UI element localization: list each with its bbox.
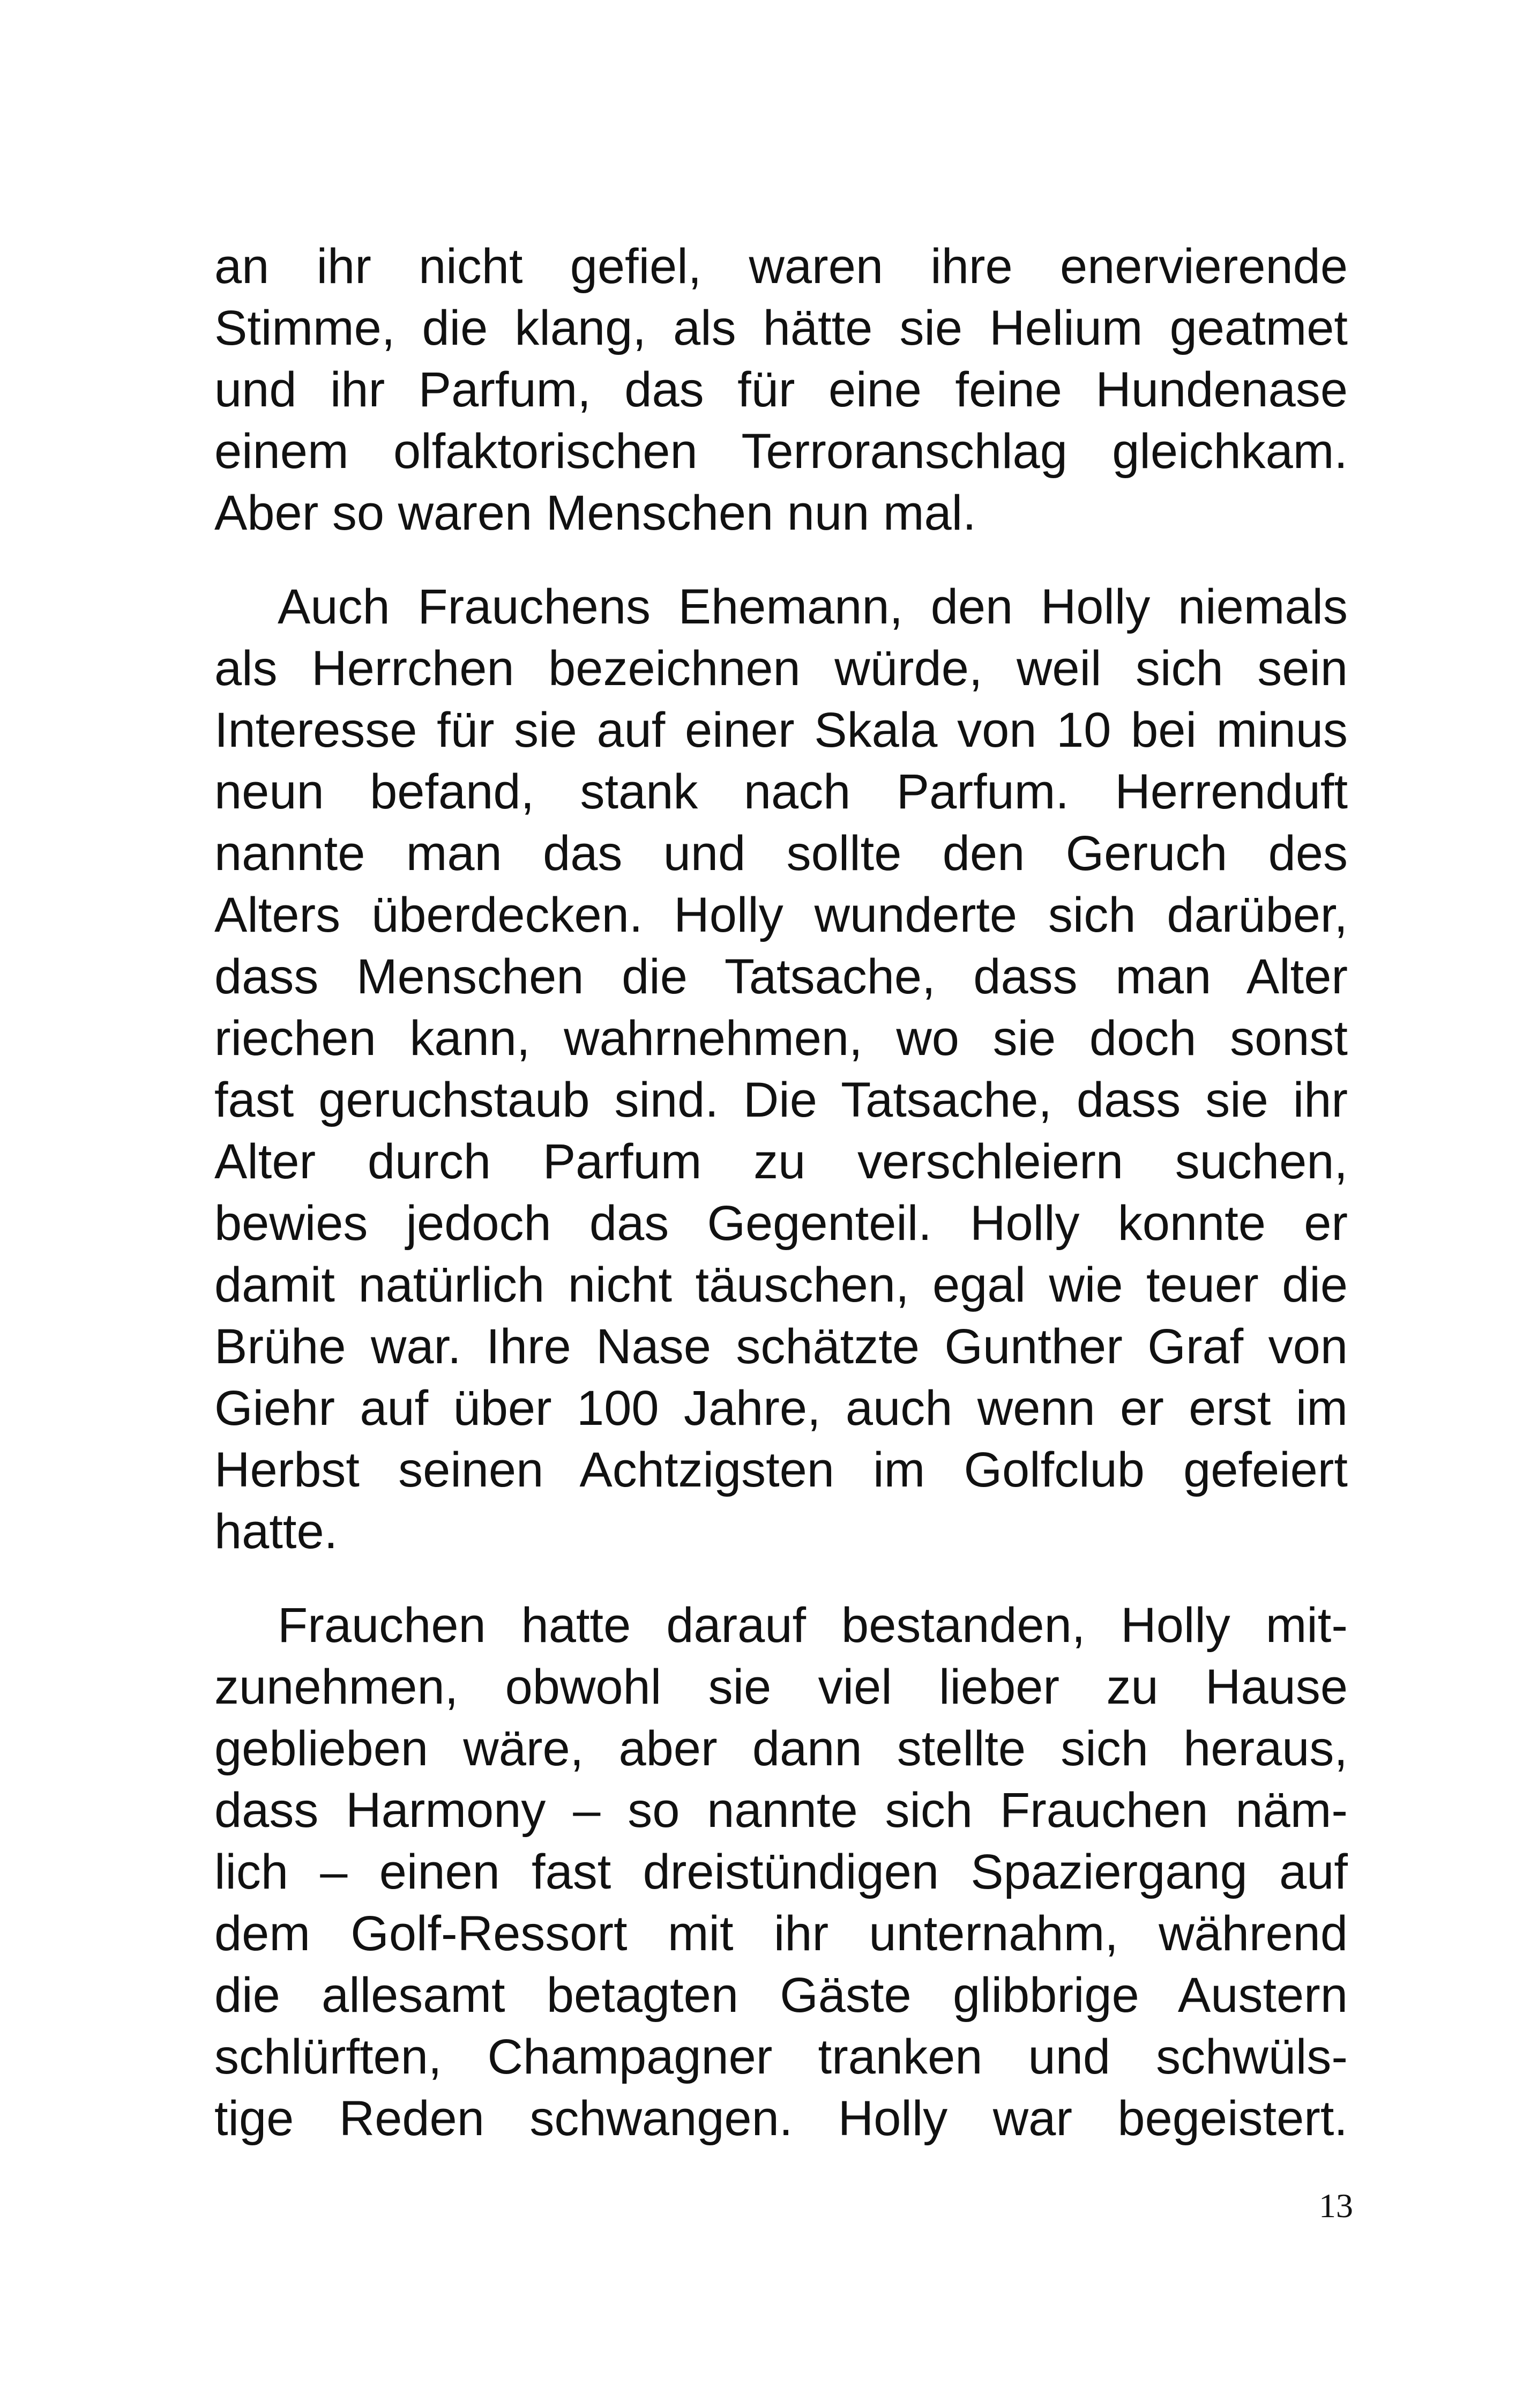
text-line: dass Menschen die Tatsache, dass man Alter — [214, 949, 1348, 1004]
text-line: tige Reden schwangen. Holly war begeistert. — [214, 2091, 1348, 2146]
text-line: an ihr nicht gefiel, waren ihre enervierende — [214, 239, 1348, 294]
text-line: Brühe war. Ihre Nase schätzte Gunther Graf von — [214, 1319, 1348, 1374]
text-line: als Herrchen bezeichnen würde, weil sich sein — [214, 641, 1348, 696]
body-text — [214, 236, 1348, 2150]
paragraph-2 — [214, 576, 1348, 1563]
paragraph-1 — [214, 236, 1348, 544]
text-line: lich – einen fast dreistündigen Spaziergang auf — [214, 1845, 1348, 1899]
paragraph-gap — [214, 544, 1348, 576]
text-line: nannte man das und sollte den Geruch des — [214, 826, 1348, 881]
text-line: Aber so waren Menschen nun mal. — [214, 486, 976, 540]
text-line: Giehr auf über 100 Jahre, auch wenn er erst im — [214, 1381, 1348, 1436]
page-number: 13 — [1319, 2187, 1353, 2225]
paragraph-gap — [214, 1563, 1348, 1595]
text-line: fast geruchstaub sind. Die Tatsache, dass sie ihr — [214, 1073, 1348, 1127]
paragraph-3 — [214, 1595, 1348, 2150]
text-line: und ihr Parfum, das für eine feine Hundenase — [214, 362, 1348, 417]
text-line: einem olfaktorischen Terroranschlag gleichkam. — [214, 424, 1348, 479]
text-line: schlürften, Champagner tranken und schwüls- — [214, 2030, 1348, 2084]
text-line: neun befand, stank nach Parfum. Herrenduft — [214, 764, 1348, 819]
text-line: Alter durch Parfum zu verschleiern suchen, — [214, 1134, 1348, 1189]
text-line: riechen kann, wahrnehmen, wo sie doch sonst — [214, 1011, 1348, 1066]
text-line: Stimme, die klang, als hätte sie Helium geatmet — [214, 301, 1348, 355]
text-line: Alters überdecken. Holly wunderte sich darüber, — [214, 888, 1348, 942]
text-line: damit natürlich nicht täuschen, egal wie teuer die — [214, 1258, 1348, 1312]
text-line: dem Golf-Ressort mit ihr unternahm, während — [214, 1906, 1348, 1961]
text-line: hatte. — [214, 1504, 338, 1559]
text-line: geblieben wäre, aber dann stellte sich heraus, — [214, 1721, 1348, 1776]
text-line: Auch Frauchens Ehemann, den Holly niemals — [278, 579, 1348, 634]
text-line: die allesamt betagten Gäste glibbrige Austern — [214, 1968, 1348, 2023]
text-line: Interesse für sie auf einer Skala von 10 bei minus — [214, 703, 1348, 757]
text-line: bewies jedoch das Gegenteil. Holly konnte er — [214, 1196, 1348, 1251]
text-line: Herbst seinen Achtzigsten im Golfclub gefeiert — [214, 1443, 1348, 1497]
text-line: Frauchen hatte darauf bestanden, Holly mit- — [278, 1598, 1348, 1653]
text-line: zunehmen, obwohl sie viel lieber zu Hause — [214, 1660, 1348, 1714]
text-line: dass Harmony – so nannte sich Frauchen näm- — [214, 1783, 1348, 1838]
